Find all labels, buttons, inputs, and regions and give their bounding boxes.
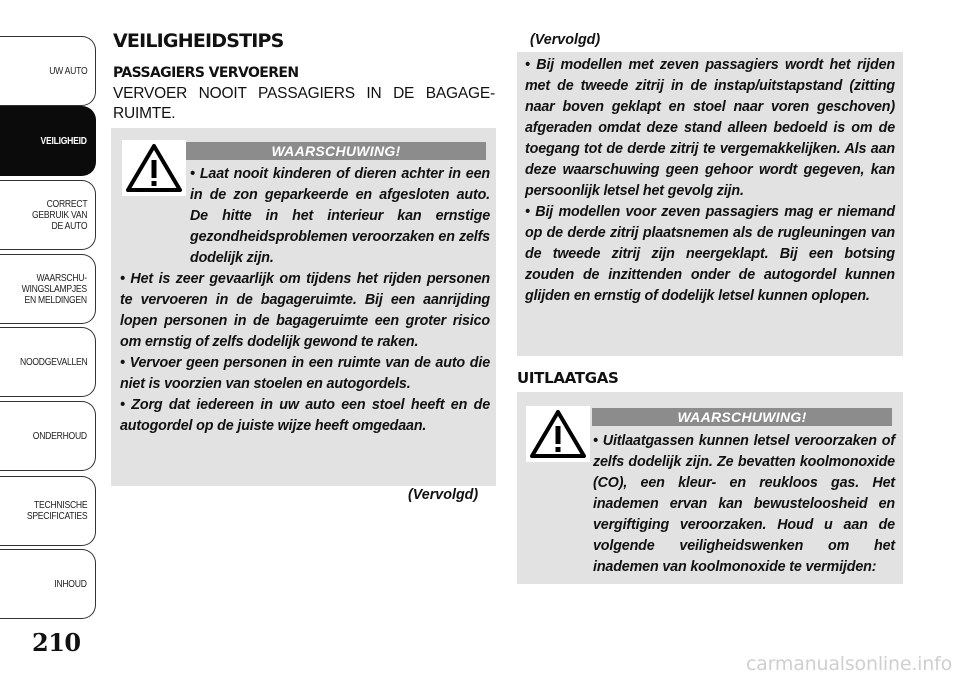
- warning-paragraph: • Het is zeer gevaarlijk om tijdens het rijden personen te vervoeren in de bagageruimte. Bij een aanrijding lopen personen in de bagageruimte een groter risico om ernstig of zelfs dodelijk gewond te raken.: [120, 271, 490, 350]
- warning-text-exhaust: [523, 431, 895, 578]
- tab-onderhoud[interactable]: [0, 401, 96, 471]
- warning-paragraph: • Vervoer geen personen in een ruimte van de auto die niet is voorzien van stoelen en autogordels.: [120, 355, 490, 392]
- warning-text-passengers: [120, 164, 490, 437]
- tab-label: CORRECT GEBRUIK VAN DE AUTO: [31, 198, 87, 232]
- tab-technische-specificaties[interactable]: [0, 476, 96, 546]
- tab-correct-gebruik[interactable]: [0, 180, 96, 250]
- tab-inhoud[interactable]: [0, 549, 96, 619]
- tab-label: WAARSCHU- WINGSLAMPJES EN MELDINGEN: [21, 272, 87, 306]
- tab-waarschuwingslampjes[interactable]: [0, 254, 96, 324]
- continued-label: (Vervolgd): [408, 487, 479, 503]
- tab-veiligheid[interactable]: [0, 106, 96, 176]
- section-title-uitlaatgas: UITLAATGAS: [517, 369, 619, 387]
- tab-label: VEILIGHEID: [40, 135, 87, 147]
- warning-paragraph: • Zorg dat iedereen in uw auto een stoel heeft en de autogordel op de juiste wijze heeft omgedaan.: [120, 397, 490, 434]
- tab-noodgevallen[interactable]: [0, 327, 96, 397]
- lead-text: VERVOER NOOIT PASSAGIERS IN DE BAGAGE-RUIMTE.: [113, 85, 495, 122]
- tab-label: UW AUTO: [48, 65, 87, 77]
- tab-label: ONDERHOUD: [32, 430, 87, 442]
- tab-label: NOODGEVALLEN: [19, 356, 87, 368]
- page-number: 210: [32, 628, 81, 657]
- warning-paragraph: • Bij modellen voor zeven passagiers mag er niemand op de derde zitrij plaatsnemen als de rugleuningen van de tweede zitrij zijn neergeklapt. Bij een botsing zouden de inzittenden onder de autogordel kunnen glijden en ernstig of dodelijk letsel kunnen oplopen.: [525, 204, 895, 304]
- warning-header: WAARSCHUWING!: [592, 408, 892, 426]
- warning-paragraph: • Uitlaatgassen kunnen letsel veroorzaken of zelfs dodelijk zijn. Ze bevatten koolmonoxide (CO), een kleur- en reukloos gas. Het inademen ervan kan bewusteloosheid en vergiftiging veroorzaken. Houd u aan de volgende veiligheidswenken om het inademen van koolmonoxide te vermijden:: [593, 433, 895, 575]
- section-title: VEILIGHEIDSTIPS: [113, 30, 284, 52]
- tab-uw-auto[interactable]: [0, 36, 96, 106]
- warning-text-continued: [525, 55, 895, 307]
- subsection-title: PASSAGIERS VERVOEREN: [113, 65, 299, 81]
- warning-paragraph: • Bij modellen met zeven passagiers wordt het rijden met de tweede zitrij in de instap/uitstapstand (zitting naar boven geklapt en stoel naar voren geschoven) afgeraden omdat deze stand alleen bedoeld is om de toegang tot de derde zitrij te vergemakkelijken. Als aan deze waarschuwing geen gehoor wordt gegeven, kan persoonlijk letsel het gevolg zijn.: [525, 57, 895, 199]
- tab-label: INHOUD: [54, 578, 87, 590]
- warning-header: WAARSCHUWING!: [186, 142, 486, 160]
- tab-label: TECHNISCHE SPECIFICATIES: [26, 500, 87, 522]
- continued-header: (Vervolgd): [530, 32, 601, 48]
- warning-paragraph: • Laat nooit kinderen of dieren achter in een in de zon geparkeerde en afgesloten auto. De hitte in het interieur kan ernstige gezondheidsproblemen veroorzaken en zelfs dodelijk zijn.: [190, 166, 490, 266]
- watermark: carmanualsonline.info: [745, 653, 952, 675]
